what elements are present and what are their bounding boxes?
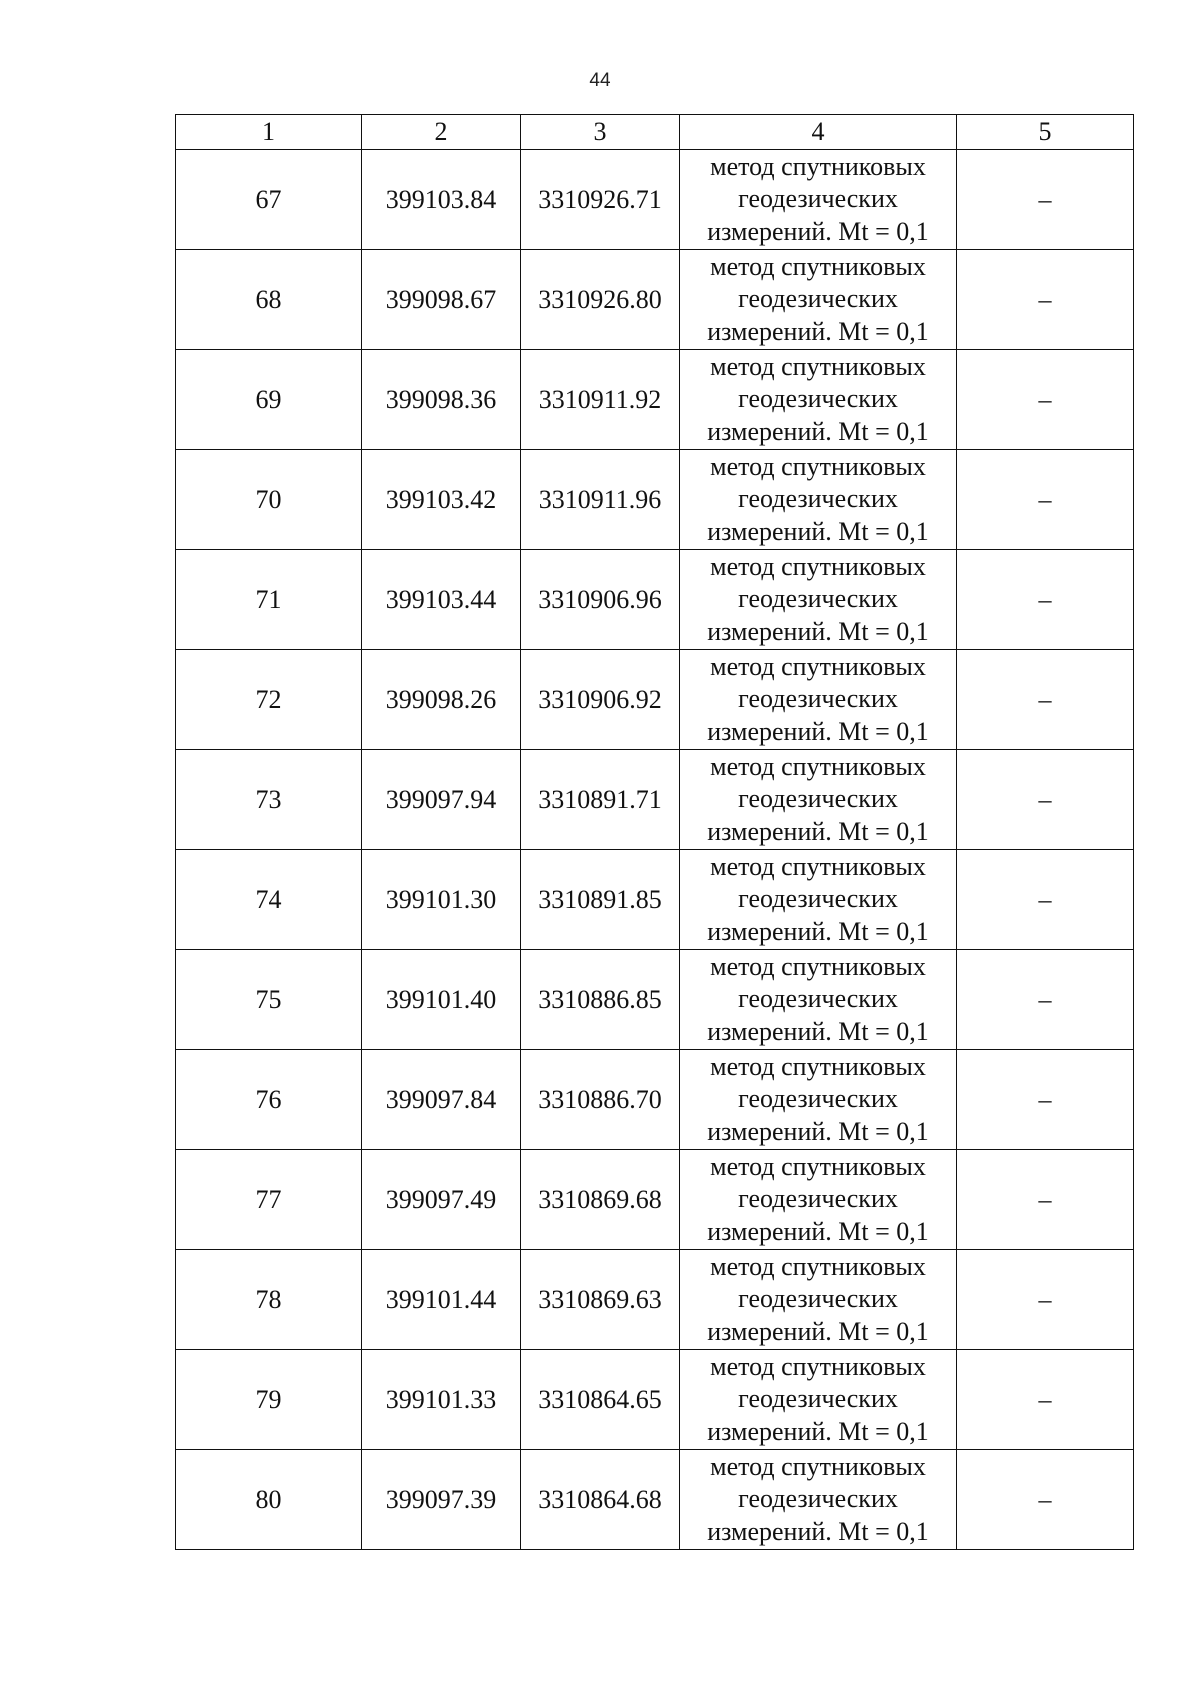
header-cell-2: 2: [362, 115, 521, 150]
x-coordinate-cell: 399098.26: [362, 650, 521, 750]
note-cell: –: [957, 150, 1134, 250]
method-line: метод спутниковых: [710, 1051, 926, 1081]
y-coordinate-cell: 3310869.63: [521, 1250, 680, 1350]
method-line: геодезических: [738, 1384, 898, 1414]
method-cell: [680, 450, 957, 550]
y-coordinate-cell: 3310926.71: [521, 150, 680, 250]
method-line: метод спутниковых: [710, 151, 926, 181]
method-line: метод спутниковых: [710, 1151, 926, 1181]
method-line: геодезических: [738, 884, 898, 914]
method-line: измерений. Mt = 0,1: [707, 1016, 929, 1046]
point-number-cell: 79: [176, 1350, 362, 1450]
method-cell: [680, 250, 957, 350]
method-cell: [680, 150, 957, 250]
point-number-cell: 68: [176, 250, 362, 350]
y-coordinate-cell: 3310911.92: [521, 350, 680, 450]
point-number-cell: 76: [176, 1050, 362, 1150]
point-number-cell: 80: [176, 1450, 362, 1550]
table-row: [176, 250, 1134, 350]
x-coordinate-cell: 399101.40: [362, 950, 521, 1050]
y-coordinate-cell: 3310906.96: [521, 550, 680, 650]
table-row: [176, 450, 1134, 550]
table-row: [176, 1150, 1134, 1250]
x-coordinate-cell: 399101.33: [362, 1350, 521, 1450]
method-line: геодезических: [738, 284, 898, 314]
point-number-cell: 70: [176, 450, 362, 550]
point-number-cell: 77: [176, 1150, 362, 1250]
point-number-cell: 78: [176, 1250, 362, 1350]
note-cell: –: [957, 750, 1134, 850]
x-coordinate-cell: 399103.44: [362, 550, 521, 650]
x-coordinate-cell: 399097.39: [362, 1450, 521, 1550]
coordinates-table-container: [175, 114, 1133, 1550]
x-coordinate-cell: 399103.84: [362, 150, 521, 250]
method-line: измерений. Mt = 0,1: [707, 1216, 929, 1246]
method-cell: [680, 550, 957, 650]
table-row: [176, 750, 1134, 850]
y-coordinate-cell: 3310886.85: [521, 950, 680, 1050]
method-cell: [680, 1050, 957, 1150]
note-cell: –: [957, 850, 1134, 950]
coordinates-table: [175, 114, 1134, 1550]
method-line: метод спутниковых: [710, 851, 926, 881]
y-coordinate-cell: 3310864.68: [521, 1450, 680, 1550]
table-row: [176, 1350, 1134, 1450]
method-line: измерений. Mt = 0,1: [707, 1416, 929, 1446]
table-row: [176, 850, 1134, 950]
y-coordinate-cell: 3310911.96: [521, 450, 680, 550]
point-number-cell: 69: [176, 350, 362, 450]
method-cell: [680, 1350, 957, 1450]
table-header: [176, 115, 1134, 150]
note-cell: –: [957, 1150, 1134, 1250]
y-coordinate-cell: 3310886.70: [521, 1050, 680, 1150]
method-line: геодезических: [738, 384, 898, 414]
method-line: метод спутниковых: [710, 551, 926, 581]
y-coordinate-cell: 3310926.80: [521, 250, 680, 350]
method-line: геодезических: [738, 984, 898, 1014]
method-line: измерений. Mt = 0,1: [707, 716, 929, 746]
method-line: геодезических: [738, 1084, 898, 1114]
method-line: метод спутниковых: [710, 1451, 926, 1481]
method-cell: [680, 750, 957, 850]
method-cell: [680, 950, 957, 1050]
method-line: геодезических: [738, 784, 898, 814]
method-line: измерений. Mt = 0,1: [707, 416, 929, 446]
table-row: [176, 350, 1134, 450]
method-line: метод спутниковых: [710, 1251, 926, 1281]
method-line: геодезических: [738, 1284, 898, 1314]
method-line: геодезических: [738, 1484, 898, 1514]
note-cell: –: [957, 1450, 1134, 1550]
method-line: метод спутниковых: [710, 1351, 926, 1381]
method-line: геодезических: [738, 1184, 898, 1214]
method-line: метод спутниковых: [710, 651, 926, 681]
table-row: [176, 1050, 1134, 1150]
method-cell: [680, 1450, 957, 1550]
method-line: измерений. Mt = 0,1: [707, 816, 929, 846]
page-number: 44: [589, 70, 611, 91]
method-cell: [680, 650, 957, 750]
header-cell-5: 5: [957, 115, 1134, 150]
method-line: измерений. Mt = 0,1: [707, 1516, 929, 1546]
note-cell: –: [957, 450, 1134, 550]
method-line: измерений. Mt = 0,1: [707, 216, 929, 246]
note-cell: –: [957, 650, 1134, 750]
method-line: измерений. Mt = 0,1: [707, 916, 929, 946]
table-row: [176, 550, 1134, 650]
point-number-cell: 75: [176, 950, 362, 1050]
method-line: измерений. Mt = 0,1: [707, 516, 929, 546]
x-coordinate-cell: 399101.30: [362, 850, 521, 950]
y-coordinate-cell: 3310891.85: [521, 850, 680, 950]
header-cell-4: 4: [680, 115, 957, 150]
header-cell-1: 1: [176, 115, 362, 150]
header-row: [176, 115, 1134, 150]
method-line: метод спутниковых: [710, 751, 926, 781]
method-line: геодезических: [738, 584, 898, 614]
table-row: [176, 1450, 1134, 1550]
method-line: геодезических: [738, 684, 898, 714]
x-coordinate-cell: 399097.94: [362, 750, 521, 850]
method-line: геодезических: [738, 484, 898, 514]
x-coordinate-cell: 399098.36: [362, 350, 521, 450]
note-cell: –: [957, 1250, 1134, 1350]
x-coordinate-cell: 399097.49: [362, 1150, 521, 1250]
table-row: [176, 950, 1134, 1050]
note-cell: –: [957, 250, 1134, 350]
method-line: измерений. Mt = 0,1: [707, 1116, 929, 1146]
note-cell: –: [957, 1050, 1134, 1150]
table-row: [176, 1250, 1134, 1350]
method-line: метод спутниковых: [710, 251, 926, 281]
method-cell: [680, 1150, 957, 1250]
y-coordinate-cell: 3310864.65: [521, 1350, 680, 1450]
point-number-cell: 72: [176, 650, 362, 750]
note-cell: –: [957, 1350, 1134, 1450]
table-row: [176, 650, 1134, 750]
method-line: геодезических: [738, 184, 898, 214]
x-coordinate-cell: 399101.44: [362, 1250, 521, 1350]
note-cell: –: [957, 350, 1134, 450]
method-line: метод спутниковых: [710, 351, 926, 381]
y-coordinate-cell: 3310891.71: [521, 750, 680, 850]
method-cell: [680, 350, 957, 450]
method-line: метод спутниковых: [710, 951, 926, 981]
method-line: измерений. Mt = 0,1: [707, 616, 929, 646]
x-coordinate-cell: 399098.67: [362, 250, 521, 350]
header-cell-3: 3: [521, 115, 680, 150]
y-coordinate-cell: 3310869.68: [521, 1150, 680, 1250]
table-body: [176, 150, 1134, 1550]
table-row: [176, 150, 1134, 250]
method-line: измерений. Mt = 0,1: [707, 1316, 929, 1346]
point-number-cell: 73: [176, 750, 362, 850]
point-number-cell: 74: [176, 850, 362, 950]
note-cell: –: [957, 950, 1134, 1050]
method-line: метод спутниковых: [710, 451, 926, 481]
note-cell: –: [957, 550, 1134, 650]
method-cell: [680, 850, 957, 950]
point-number-cell: 67: [176, 150, 362, 250]
x-coordinate-cell: 399103.42: [362, 450, 521, 550]
x-coordinate-cell: 399097.84: [362, 1050, 521, 1150]
y-coordinate-cell: 3310906.92: [521, 650, 680, 750]
method-line: измерений. Mt = 0,1: [707, 316, 929, 346]
point-number-cell: 71: [176, 550, 362, 650]
method-cell: [680, 1250, 957, 1350]
